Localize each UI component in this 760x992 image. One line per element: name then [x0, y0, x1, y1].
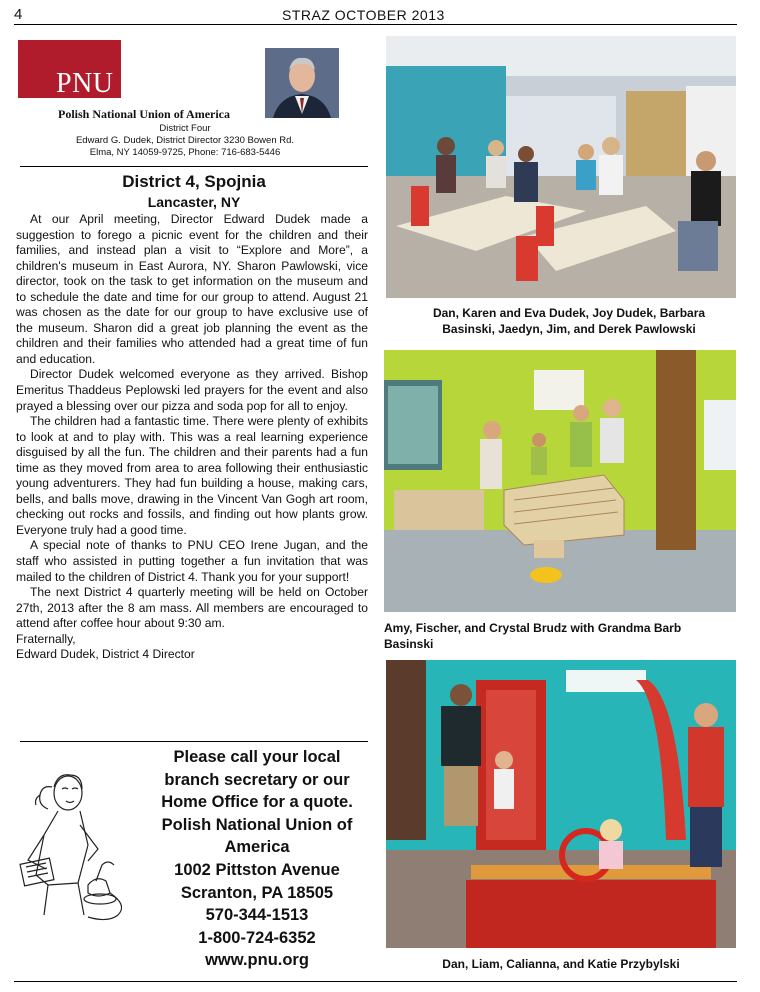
director-portrait: [265, 48, 339, 118]
photo-1-caption: [404, 305, 734, 337]
ad-line: 1002 Pittston Avenue: [174, 860, 340, 879]
section-rule: [20, 166, 368, 167]
district-line: District Four: [159, 123, 211, 134]
caption-line: Basinski, Jaedyn, Jim, and Derek Pawlowski: [442, 322, 696, 336]
paragraph: A special note of thanks to PNU CEO Irene Jugan, and the staff who assisted in putting together a fun invitation that was mailed to the children of District 4. Thank you for your support!: [16, 538, 368, 584]
closing: Fraternally,: [16, 631, 76, 646]
ad-line: Home Office for a quote.: [161, 793, 353, 812]
paragraph: Director Dudek welcomed everyone as they arrived. Bishop Emeritus Thaddeus Peplowski led prayers for the event and also prayed a blessing over our pizza and soda pop for all to enjoy.: [16, 367, 368, 413]
paragraph: At our April meeting, Director Edward Dudek made a suggestion to forego a picnic event for the children and their families, and instead plan a visit to “Explore and More”, a children's museum in East Aurora, NY. Sharon Pawlowski, vice director, took on the task to get information on the museum and to schedule the date and time for our group to attend. August 21 was chosen as the date for our group to have exclusive use of the museum. Sharon did a great job planning the event as the children and their families who attended had a great time of fun and education.: [16, 212, 368, 366]
ad-phone: 570-344-1513: [205, 906, 309, 925]
insurance-ad: [136, 746, 378, 972]
logo-text: PNU: [56, 68, 114, 99]
paragraph: The children had a fantastic time. There were plenty of exhibits to look at and to play with. This was a real learning experience disguised by all the fun. The children and their parents had a fun time as they moved from area to area following their enthusiastic young adventurers. They had fun building a house, making cars, bells, and balls move, drawing in the Vincent Van Gogh art room, checking out rocks and fossils, and finding out how plants grow. Everyone truly had a good time.: [16, 414, 368, 537]
bottom-rule: [14, 981, 737, 982]
museum-photo-2: [384, 350, 736, 612]
org-name: Polish National Union of America: [58, 107, 231, 121]
signature: Edward Dudek, District 4 Director: [16, 647, 195, 662]
running-header: STRAZ OCTOBER 2013: [282, 7, 445, 23]
paragraph: The next District 4 quarterly meeting will be held on October 27th, 2013 after the 8 am mass. All members are encouraged to attend after coffee hour about 9:30 am.: [16, 585, 368, 631]
article-body: [16, 212, 368, 663]
contact-line: Elma, NY 14059-9725, Phone: 716-683-5446: [89, 147, 281, 158]
article-title: District 4, Spojnia: [122, 172, 266, 191]
telephone-operator-illustration: [18, 765, 138, 925]
article-subtitle: Lancaster, NY: [147, 194, 241, 210]
ad-rule: [20, 741, 368, 742]
ad-website: www.pnu.org: [205, 951, 309, 970]
caption-line: Dan, Karen and Eva Dudek, Joy Dudek, Barbara: [432, 306, 706, 320]
photo-2-caption: [384, 620, 736, 652]
director-line: Edward G. Dudek, District Director 3230 Bowen Rd.: [75, 135, 295, 146]
caption-line: Basinski: [384, 637, 434, 651]
caption-line: Amy, Fischer, and Crystal Brudz with Grandma Barb: [384, 621, 682, 635]
top-rule: [14, 24, 737, 25]
pnu-logo: [18, 40, 121, 98]
ad-line: branch secretary or our: [164, 770, 350, 789]
museum-photo-3: [386, 660, 736, 948]
district-address: [20, 123, 350, 159]
ad-phone: 1-800-724-6352: [198, 928, 316, 947]
page-number: 4: [14, 6, 23, 23]
ad-line: Please call your local: [173, 748, 341, 766]
ad-line: Scranton, PA 18505: [180, 883, 334, 902]
photo-3-caption: Dan, Liam, Calianna, and Katie Przybylski: [442, 957, 680, 971]
ad-line: Polish National Union of: [161, 815, 353, 834]
museum-photo-1: [386, 36, 736, 298]
ad-line: America: [224, 838, 290, 857]
